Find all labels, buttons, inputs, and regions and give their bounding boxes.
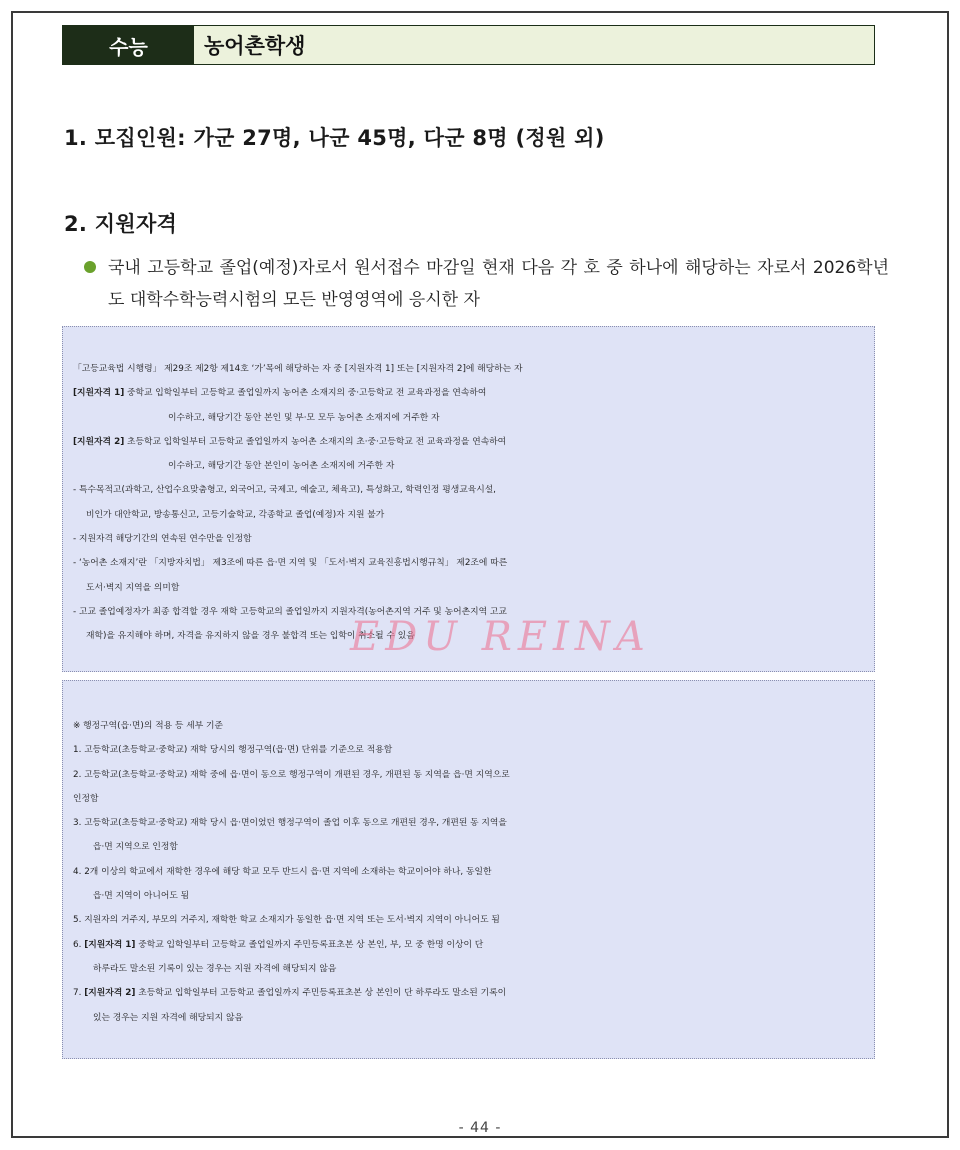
note1-line1: - 특수목적고(과학고, 산업수요맞춤형고, 외국어고, 국제고, 예술고, 체육고), 특성화고, 학력인정 평생교육시설, [73, 485, 496, 496]
qual1-line2: 이수하고, 해당기간 동안 본인 및 부·모 모두 농어촌 소재지에 거주한 자 [168, 412, 440, 423]
criteria-item-7 [73, 981, 866, 1005]
note3-line2: 도서·벽지 지역을 의미함 [86, 582, 180, 593]
item7-label: [지원자격 2] [84, 988, 136, 999]
criteria-item-5: 5. 지원자의 거주지, 부모의 거주지, 재학한 학교 소재지가 동일한 읍·면 지역 또는 도서·벽지 지역이 아니어도 됨 [73, 915, 500, 926]
criteria-item-3: 3. 고등학교(초등학교·중학교) 재학 당시 읍·면이었던 행정구역이 졸업 이후 동으로 개편된 경우, 개편된 동 지역을 [73, 818, 507, 829]
criteria-item-3-cont: 읍·면 지역으로 인정함 [93, 842, 178, 853]
criteria-item-2: 2. 고등학교(초등학교·중학교) 재학 중에 읍·면이 동으로 행정구역이 개편된 경우, 개편된 동 지역을 읍·면 지역으로 [73, 769, 510, 780]
criteria-item-7-cont: 있는 경우는 지원 자격에 해당되지 않음 [93, 1012, 243, 1023]
qual2-label: [지원자격 2] [73, 436, 125, 447]
qual1-label: [지원자격 1] [73, 388, 125, 399]
recruitment-heading: 1. 모집인원: 가군 27명, 나군 45명, 다군 8명 (정원 외) [64, 126, 605, 150]
bullet-text: 국내 고등학교 졸업(예정)자로서 원서접수 마감일 현재 다음 각 호 중 하나에 해당하는 자로서 2026학년도 대학수학능력시험의 모든 반영영역에 응시한 자 [108, 258, 889, 310]
section-header [62, 25, 875, 65]
criteria-heading: ※ 행정구역(읍·면)의 적용 등 세부 기준 [73, 721, 223, 731]
item6-text: 중학교 입학일부터 고등학교 졸업일까지 주민등록표초본 상 본인, 부, 모 중 한명 이상이 단 [135, 939, 484, 950]
item6-label: [지원자격 1] [84, 939, 136, 950]
qual2-line2: 이수하고, 해당기간 동안 본인이 농어촌 소재지에 거주한 자 [168, 461, 395, 472]
header-tag: 수능 [63, 26, 194, 64]
criteria-item-6 [73, 933, 866, 957]
qualification-heading: 2. 지원자격 [64, 212, 178, 236]
watermark: EDU REINA [350, 614, 651, 660]
bullet-dot-icon [84, 261, 96, 273]
note2: - 지원자격 해당기간의 연속된 연수만을 인정함 [73, 534, 252, 545]
qual2-line [73, 430, 866, 454]
page-number: - 44 - [458, 1120, 502, 1136]
note4-line2: 재학)을 유지해야 하며, 자격을 유지하지 않을 경우 불합격 또는 입학이 취소될 수 있음 [86, 631, 415, 642]
item7-number: 7. [73, 988, 85, 999]
note1-line2: 비인가 대안학교, 방송통신고, 고등기술학교, 각종학교 졸업(예정)자 지원 불가 [86, 509, 385, 520]
criteria-box [62, 680, 875, 1059]
note3-line1: - ‘농어촌 소재지’란 「지방자치법」 제3조에 따른 읍·면 지역 및 「도서·벽지 교육진흥법시행규칙」 제2조에 따른 [73, 558, 508, 569]
qualification-box [62, 326, 875, 672]
item6-number: 6. [73, 939, 85, 950]
item7-text: 초등학교 입학일부터 고등학교 졸업일까지 주민등록표초본 상 본인이 단 하루라도 말소된 기록이 [135, 988, 507, 999]
criteria-item-4: 4. 2개 이상의 학교에서 재학한 경우에 해당 학교 모두 반드시 읍·면 지역에 소재하는 학교이어야 하나, 동일한 [73, 866, 492, 877]
header-title: 농어촌학생 [194, 26, 874, 64]
qual1-line [73, 381, 866, 405]
criteria-item-4-cont: 읍·면 지역이 아니어도 됨 [93, 891, 190, 902]
qual2-text: 초등학교 입학일부터 고등학교 졸업일까지 농어촌 소재지의 초·중·고등학교 전 교육과정을 연속하여 [124, 436, 507, 447]
bullet-paragraph [84, 252, 889, 316]
note4-line1: - 고교 졸업예정자가 최종 합격할 경우 재학 고등학교의 졸업일까지 지원자격(농어촌지역 거주 및 농어촌지역 고교 [73, 606, 507, 617]
criteria-item-2-cont: 인정함 [73, 793, 99, 804]
criteria-item-6-cont: 하루라도 말소된 기록이 있는 경우는 지원 자격에 해당되지 않음 [93, 963, 337, 974]
qual1-text: 중학교 입학일부터 고등학교 졸업일까지 농어촌 소재지의 중·고등학교 전 교육과정을 연속하여 [124, 388, 487, 399]
criteria-item-1: 1. 고등학교(초등학교·중학교) 재학 당시의 행정구역(읍·면) 단위를 기준으로 적용함 [73, 745, 393, 756]
box1-intro: 「고등교육법 시행령」 제29조 제2항 제14호 ‘가’목에 해당하는 자 중 [지원자격 1] 또는 [지원자격 2]에 해당하는 자 [73, 364, 523, 374]
